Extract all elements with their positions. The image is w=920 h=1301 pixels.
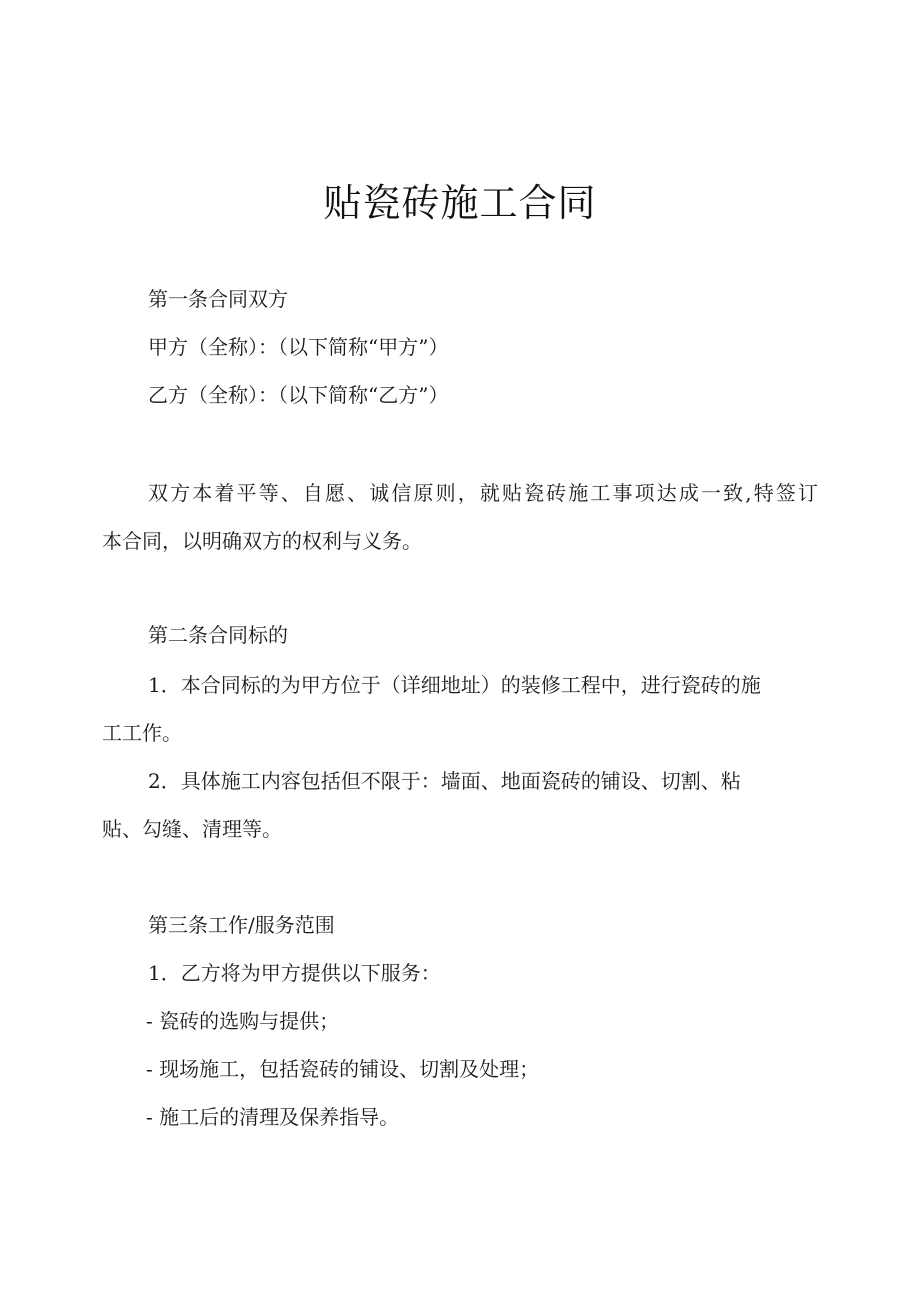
document-title: 贴瓷砖施工合同 <box>323 181 597 225</box>
article2-heading: 第二条合同标的 <box>148 623 288 647</box>
party-a-line: 甲方（全称）：（以下简称“甲方”） <box>148 335 449 359</box>
article2-item1-line-2: 工工作。 <box>102 721 182 745</box>
article2-item1-line-1: 1．本合同标的为甲方位于（详细地址）的装修工程中，进行瓷砖的施 <box>148 673 761 697</box>
preamble-line-1 <box>102 478 818 508</box>
preamble-text-1: 双方本着平等、自愿、诚信原则，就贴瓷砖施工事项达成一致,特签订 <box>148 481 818 505</box>
party-b-line: 乙方（全称）：（以下简称“乙方”） <box>148 383 449 407</box>
article2-item2-line-1: 2．具体施工内容包括但不限于：墙面、地面瓷砖的铺设、切割、粘 <box>148 769 741 793</box>
article2-item2-line-2: 贴、勾缝、清理等。 <box>102 817 282 841</box>
service-bullet-2: - 现场施工，包括瓷砖的铺设、切割及处理； <box>146 1057 540 1081</box>
article1-heading: 第一条合同双方 <box>148 287 288 311</box>
service-bullet-3: - 施工后的清理及保养指导。 <box>146 1105 400 1129</box>
service-bullet-1: - 瓷砖的选购与提供； <box>146 1009 340 1033</box>
article3-heading: 第三条工作/服务范围 <box>148 913 335 937</box>
article3-item1: 1．乙方将为甲方提供以下服务： <box>148 961 441 985</box>
preamble-line-2: 本合同，以明确双方的权利与义务。 <box>102 529 422 553</box>
